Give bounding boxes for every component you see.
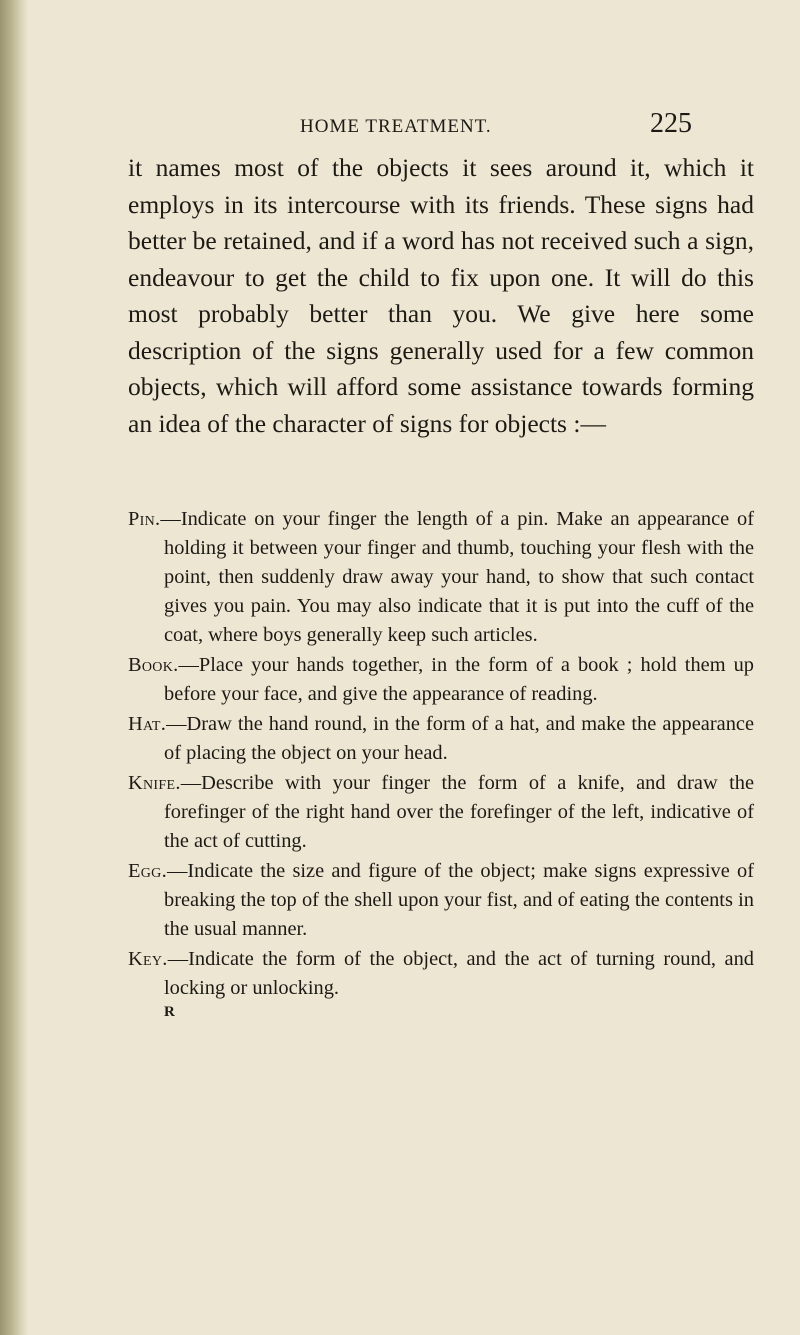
entry-term: Knife.: [128, 772, 181, 794]
entry-text: —Describe with your finger the form of a knife, and draw the forefinger of the right hand over the forefinger of the left, indicative of the act of cutting.: [164, 772, 754, 852]
entry-egg: [128, 857, 754, 944]
entry-term: Book.: [128, 654, 179, 676]
entry-term: Pin.: [128, 508, 161, 530]
page-number: 225: [650, 108, 692, 139]
entry-hat: [128, 710, 754, 768]
entry-text: —Indicate the size and figure of the object; make signs expressive of breaking the top of the shell upon your fist, and of eating the contents in the usual manner.: [164, 860, 754, 940]
signature-mark: R: [164, 1004, 175, 1020]
intro-paragraph: it names most of the objects it sees around it, which it employs in its intercourse with its friends. These signs had better be retained, and if a word has not received such a sign, endeavour to get the child to fix upon one. It will do this most probably better than you. We give here some description of the signs generally used for a few common objects, which will afford some assistance towards forming an idea of the character of signs for objects :—: [128, 153, 754, 438]
entry-knife: [128, 769, 754, 856]
entry-text: —Indicate the form of the object, and the act of turning round, and locking or unlocking.: [164, 948, 754, 999]
running-head: HOME TREATMENT.: [300, 116, 492, 137]
entry-book: [128, 651, 754, 709]
entry-term: Hat.: [128, 713, 167, 735]
entry-text: —Draw the hand round, in the form of a hat, and make the appearance of placing the object on your head.: [164, 713, 754, 764]
entry-pin: [128, 505, 754, 650]
entry-key: [128, 945, 754, 1003]
entry-term: Egg.: [128, 860, 167, 882]
entry-text: —Indicate on your finger the length of a pin. Make an appearance of holding it between your finger and thumb, touching your flesh with the point, then suddenly draw away your hand, to show that such contact gives you pain. You may also indicate that it is put into the cuff of the coat, where boys generally keep such articles.: [160, 508, 754, 646]
entry-term: Key.: [128, 948, 168, 970]
sign-entries: [128, 505, 754, 1020]
entry-text: —Place your hands together, in the form of a book ; hold them up before your face, and give the appearance of reading.: [164, 654, 754, 705]
